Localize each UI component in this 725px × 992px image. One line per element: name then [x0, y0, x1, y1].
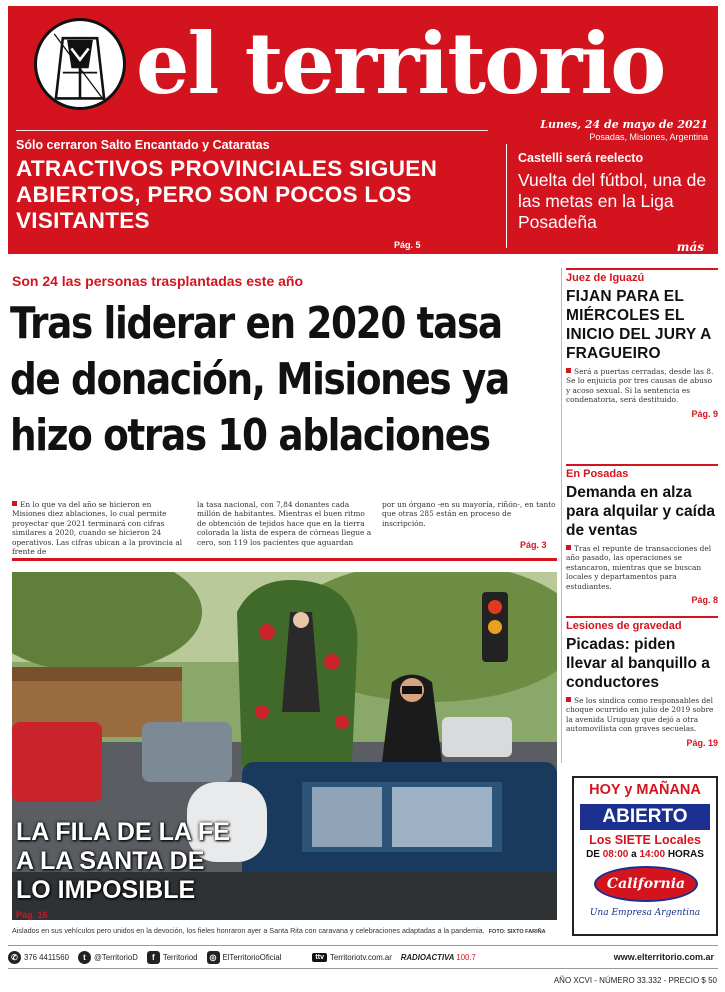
issue-date: Lunes, 24 de mayo de 2021 — [540, 118, 708, 131]
sidebar-kicker: En Posadas — [566, 468, 629, 480]
sidebar-page: Pág. 8 — [691, 595, 718, 606]
footer-phone[interactable]: ✆ 376 4411560 — [8, 951, 69, 964]
main-story-col-3: por un órgano -en su mayoría, riñón-, en tanto que otras 285 están en proceso de inscripción. — [382, 500, 556, 528]
lead-left-headline[interactable]: ATRACTIVOS PROVINCIALES SIGUEN ABIERTOS, PERO SON POCOS LOS VISITANTES — [16, 156, 438, 233]
bullet-icon — [566, 545, 571, 550]
issue-place: Posadas, Misiones, Argentina — [589, 132, 708, 142]
lead-left-kicker: Sólo cerraron Salto Encantado y Cataratas — [16, 138, 270, 152]
bullet-icon — [566, 697, 571, 702]
footer-facebook[interactable]: f Territoriod — [147, 951, 198, 964]
edition-info: AÑO XCVI - NÚMERO 33.332 - PRECIO $ 50 — [553, 976, 717, 985]
date-block — [540, 118, 708, 142]
bullet-icon — [566, 368, 571, 373]
sidebar-headline[interactable]: Picadas: piden llevar al banquillo a conductores — [566, 636, 710, 691]
whatsapp-icon: ✆ — [8, 951, 21, 964]
ttv-logo: ttv — [312, 953, 327, 962]
sidebar-body: Se los sindica como responsables del choque ocurrido en julio de 2019 sobre la avenida Uruguay que dejó a otra automovilista con graves secuelas. — [566, 696, 714, 734]
sidebar-story-jury — [566, 268, 718, 419]
mas-section-logo: más — [676, 240, 704, 254]
instagram-icon: ◎ — [207, 951, 220, 964]
ad-open-banner: ABIERTO — [580, 804, 710, 830]
footer-instagram[interactable]: ◎ ElTerritorioOficial — [207, 951, 282, 964]
footer-website[interactable]: www.elterritorio.com.ar — [613, 952, 714, 962]
sidebar-headline[interactable]: Demanda en alza para alquilar y caída de ventas — [566, 484, 716, 539]
footer-tv[interactable]: ttv Territoriotv.com.ar — [312, 953, 391, 962]
photo-story-page: Pág. 16 — [16, 910, 48, 920]
ad-locales: Los SIETE Locales — [589, 833, 701, 847]
sidebar-kicker: Juez de Iguazú — [566, 272, 645, 284]
lead-right-kicker: Castelli será reelecto — [518, 151, 644, 165]
main-story-col-1: En lo que va del año se hicieron en Misiones diez ablaciones, lo cual permite proyectar que 2021 terminará con cifras similares a 2020, cuando se hicieron 24 operativos. Las cifras ubican a la provincia al frente de — [12, 500, 183, 557]
logo-emblem-icon — [34, 18, 126, 110]
main-story-page: Pág. 3 — [520, 540, 547, 550]
main-story-headline[interactable]: Tras liderar en 2020 tasa de donación, Misiones ya hizo otras 10 ablaciones — [10, 299, 509, 461]
twitter-icon: t — [78, 951, 91, 964]
lead-left-page: Pág. 5 — [394, 240, 421, 250]
ad-slogan: Una Empresa Argentina — [589, 908, 701, 918]
main-story-rule — [12, 558, 557, 561]
california-ad[interactable] — [572, 776, 718, 936]
photo-headline[interactable]: LA FILA DE LA FE A LA SANTA DE LO IMPOSIBLE — [16, 818, 230, 904]
sidebar-body: Tras el repunte de transacciones del año pasado, las operaciones se estancaron, mientras que se buscan locales y departamentos para estudiantes. — [566, 544, 712, 591]
main-story-kicker: Son 24 las personas trasplantadas este año — [12, 273, 304, 289]
main-story-body — [12, 500, 557, 556]
masthead-divider — [16, 130, 488, 131]
masthead-column-divider — [506, 144, 507, 248]
sidebar-headline[interactable]: FIJAN PARA EL MIÉRCOLES EL INICIO DEL JURY A FRAGUEIRO — [566, 288, 711, 362]
sidebar-story-picadas — [566, 616, 718, 748]
masthead — [8, 6, 718, 254]
sidebar-page: Pág. 19 — [686, 737, 718, 748]
footer-bar — [8, 945, 718, 969]
bullet-icon — [12, 501, 17, 506]
ad-hours: DE 08:00 a 14:00 HORAS — [586, 849, 704, 860]
photo-caption: Aislados en sus vehículos pero unidos en la devoción, los fieles honraron ayer a Santa Rita con caravana y celebraciones adaptadas a la pandemia. FOTO: SIXTO FARIÑA — [12, 926, 546, 935]
ad-brand-logo: California — [594, 866, 698, 902]
sidebar-page: Pág. 9 — [691, 408, 718, 419]
photo-credit: FOTO: SIXTO FARIÑA — [488, 929, 546, 935]
sidebar-body: Será a puertas cerradas, desde las 8. Se lo enjuicia por tres causas de abuso y acoso sexual. Si la sentencia es condenatoria, será destituido. — [566, 367, 714, 405]
sidebar-story-alquiler — [566, 464, 718, 605]
footer-twitter[interactable]: t @TerritorioD — [78, 951, 138, 964]
main-story-col-2: la tasa nacional, con 7,84 donantes cada millón de habitantes. Mientras el buen ritmo de obtención de tejidos hace que en la tierra colorada la lista de espera de córneas llegue a cero, son 119 los pacientes que aguardan — [197, 500, 372, 547]
ad-days: HOY y MAÑANA — [589, 782, 701, 798]
sidebar-kicker: Lesiones de gravedad — [566, 620, 682, 632]
sidebar-divider — [561, 268, 562, 763]
brand-title: el territorio — [136, 14, 665, 113]
facebook-icon: f — [147, 951, 160, 964]
lead-right-headline[interactable]: Vuelta del fútbol, una de las metas en la Liga Posadeña — [518, 170, 707, 232]
footer-radio[interactable]: RADIOACTIVA 100.7 — [400, 952, 476, 962]
